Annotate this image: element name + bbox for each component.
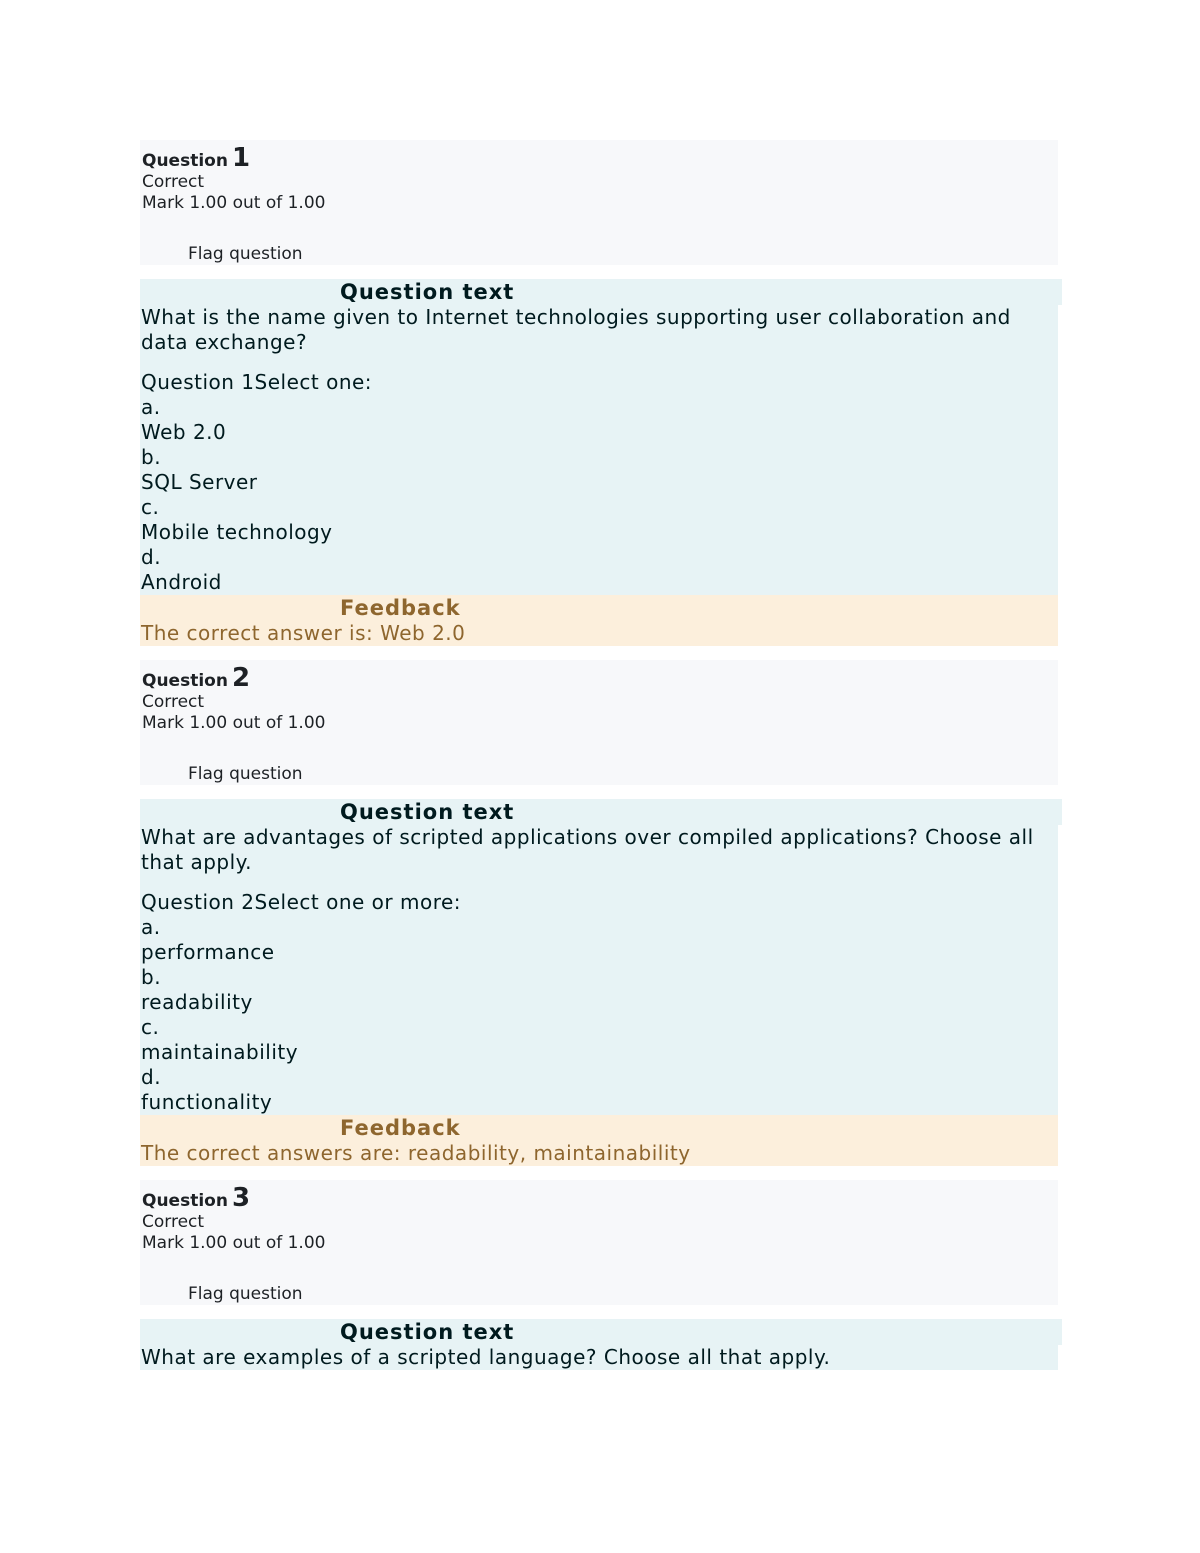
question-text: What are advantages of scripted applications over compiled applications? Choose all that apply. (141, 825, 1034, 874)
question-3-info (140, 1180, 1058, 1305)
question-number-value: 3 (231, 1183, 251, 1213)
question-label: Question (142, 1191, 228, 1211)
option-answer-a[interactable]: Web 2.0 (141, 420, 227, 444)
question-state: Correct (142, 1212, 205, 1232)
question-text-heading: Question text (140, 1319, 1062, 1345)
flag-question-link[interactable]: Flag question (188, 764, 303, 784)
option-letter-b[interactable]: b. (141, 445, 162, 469)
question-state: Correct (142, 692, 205, 712)
option-letter-b[interactable]: b. (141, 965, 162, 989)
option-letter-d[interactable]: d. (141, 1065, 162, 1089)
option-letter-d[interactable]: d. (141, 545, 162, 569)
question-number-value: 2 (231, 663, 251, 693)
question-text-heading: Question text (140, 279, 1062, 305)
question-grade: Mark 1.00 out of 1.00 (142, 713, 326, 733)
quiz-review-page (140, 140, 1060, 1370)
question-1-content (140, 279, 1058, 595)
option-answer-c[interactable]: maintainability (141, 1040, 299, 1064)
question-2-info (140, 660, 1058, 785)
question-2-content (140, 799, 1058, 1115)
feedback-text: The correct answer is: Web 2.0 (141, 621, 466, 645)
option-letter-a[interactable]: a. (141, 395, 161, 419)
option-answer-d[interactable]: functionality (141, 1090, 273, 1114)
option-answer-a[interactable]: performance (141, 940, 275, 964)
flag-question-link[interactable]: Flag question (188, 1284, 303, 1304)
answer-prompt: Question 2Select one or more: (141, 890, 462, 914)
option-answer-d[interactable]: Android (141, 570, 222, 594)
question-1-feedback (140, 595, 1058, 646)
option-answer-b[interactable]: SQL Server (141, 470, 258, 494)
question-label: Question (142, 671, 228, 691)
option-answer-c[interactable]: Mobile technology (141, 520, 333, 544)
question-1-info (140, 140, 1058, 265)
question-text: What is the name given to Internet technologies supporting user collaboration and data exchange? (141, 305, 1011, 354)
answer-prompt: Question 1Select one: (141, 370, 373, 394)
feedback-heading: Feedback (340, 596, 461, 620)
question-2-feedback (140, 1115, 1058, 1166)
question-label: Question (142, 151, 228, 171)
question-text: What are examples of a scripted language? Choose all that apply. (141, 1345, 831, 1369)
question-grade: Mark 1.00 out of 1.00 (142, 193, 326, 213)
feedback-heading: Feedback (340, 1116, 461, 1140)
option-answer-b[interactable]: readability (141, 990, 253, 1014)
option-letter-a[interactable]: a. (141, 915, 161, 939)
question-state: Correct (142, 172, 205, 192)
question-grade: Mark 1.00 out of 1.00 (142, 1233, 326, 1253)
option-letter-c[interactable]: c. (141, 495, 160, 519)
feedback-text: The correct answers are: readability, maintainability (141, 1141, 691, 1165)
question-3-content (140, 1319, 1058, 1370)
question-number-value: 1 (231, 143, 251, 173)
flag-question-link[interactable]: Flag question (188, 244, 303, 264)
question-text-heading: Question text (140, 799, 1062, 825)
option-letter-c[interactable]: c. (141, 1015, 160, 1039)
